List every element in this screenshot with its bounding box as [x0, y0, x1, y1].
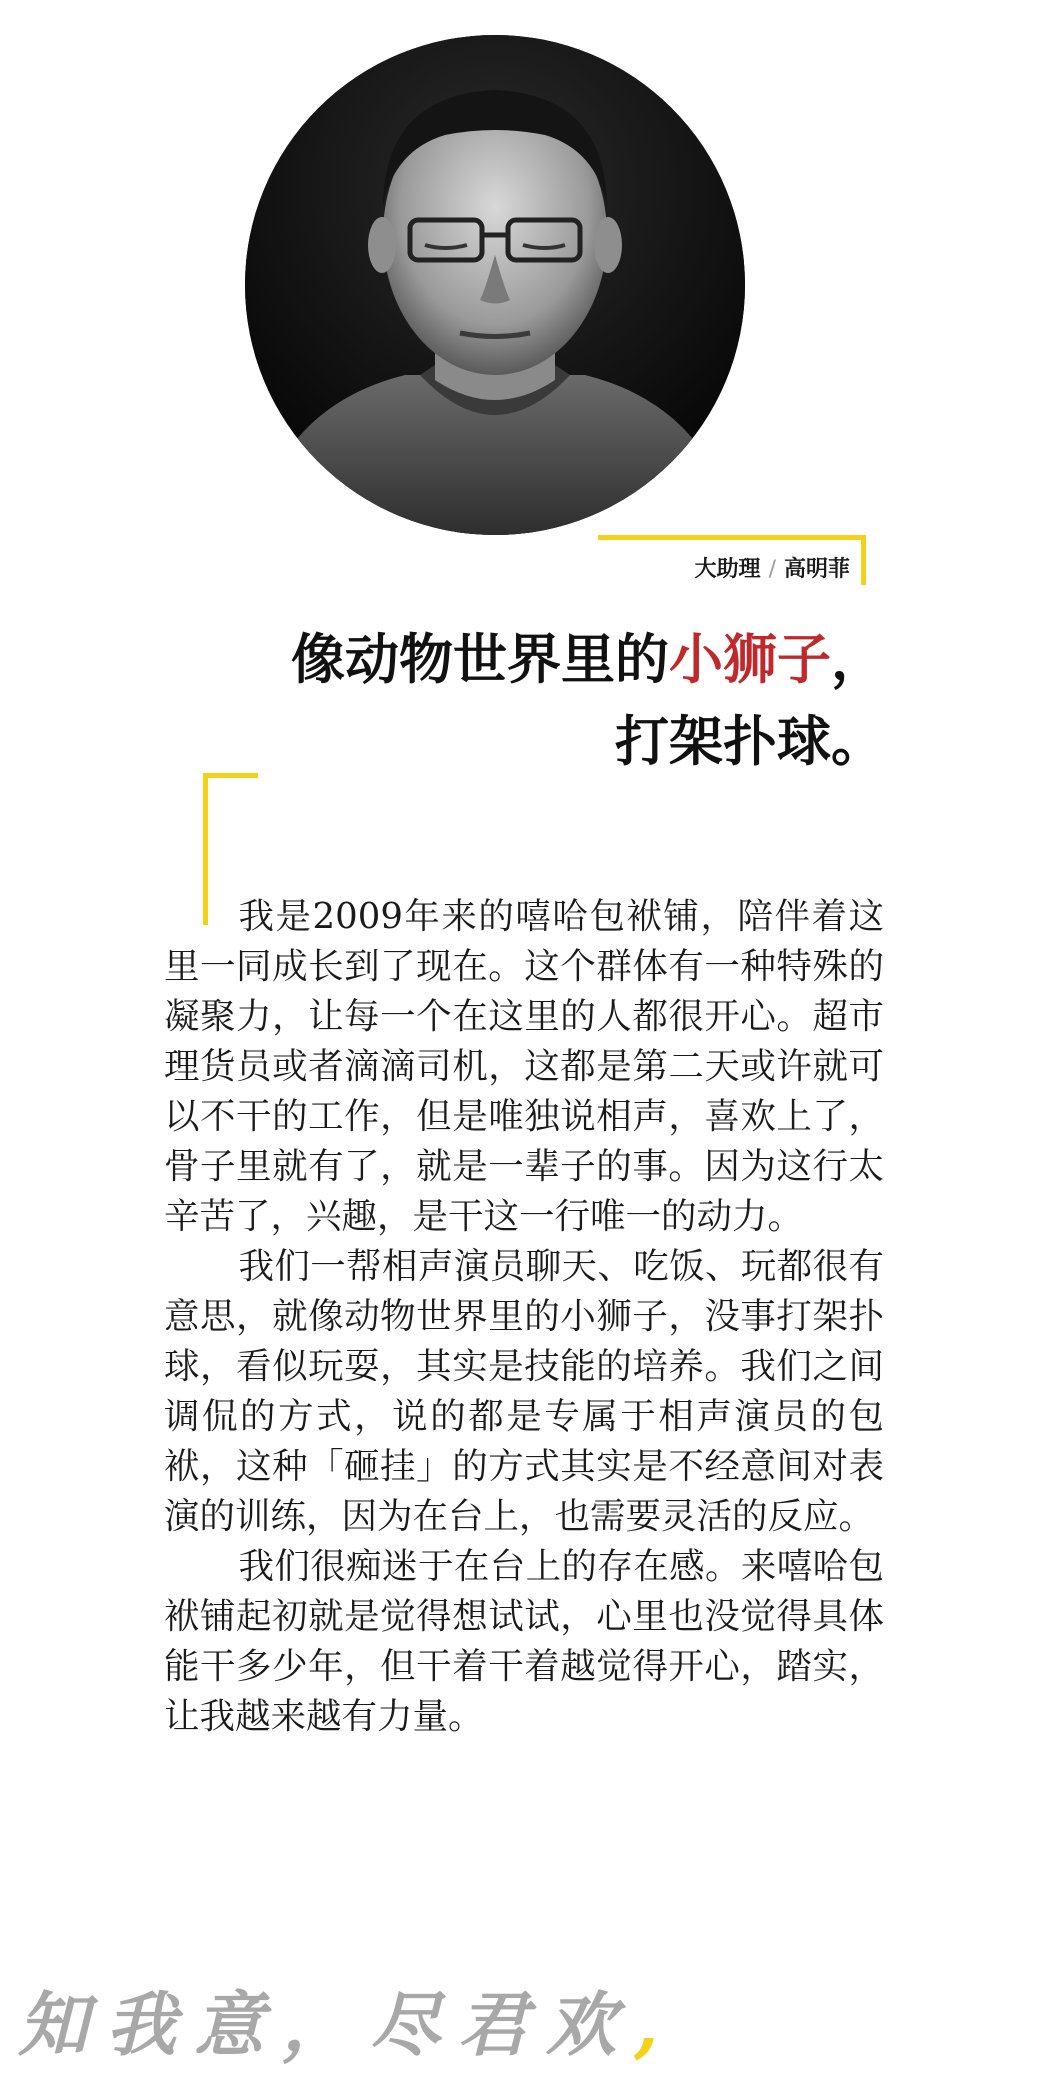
person-name: 高明菲 [783, 557, 850, 582]
slogan-text: 知我意，尽君欢 [18, 1983, 634, 2066]
article-paragraph-1: 我是2009年来的嘻哈包袱铺，陪伴着这里一同成长到了现在。这个群体有一种特殊的凝聚力，让每一个在这里的人都很开心。超市理货员或者滴滴司机，这都是第二天或许就可以不干的工作，但是唯独说相声，喜欢上了，骨子里就有了，就是一辈子的事。因为这行太辛苦了，兴趣，是干这一行唯一的动力。 [164, 896, 884, 1237]
headline-prefix: 像动物世界里的 [291, 627, 669, 691]
article-paragraph-2: 我们一帮相声演员聊天、吃饭、玩都很有意思，就像动物世界里的小狮子，没事打架扑球，看似玩耍，其实是技能的培养。我们之间调侃的方式，说的都是专属于相声演员的包袱，这种「砸挂」的方式其实是不经意间对表演的训练，因为在台上，也需要灵活的反应。 [164, 1246, 884, 1537]
name-tag [600, 552, 850, 583]
article-paragraph-3: 我们很痴迷于在台上的存在感。来嘻哈包袱铺起初就是觉得想试试，心里也没觉得具体能干多少年，但干着干着越觉得开心，踏实，让我越来越有力量。 [164, 1546, 884, 1737]
headline-accent: 小狮子 [669, 627, 831, 691]
portrait-photo [245, 35, 745, 535]
article-body [164, 892, 884, 1742]
slogan-comma: , [634, 1983, 677, 2066]
role-label: 大助理 [694, 557, 761, 582]
headline-line-1 [150, 618, 885, 700]
headline-line-2: 打架扑球。 [615, 709, 885, 773]
headline-suffix: ， [831, 627, 885, 691]
footer-slogan [18, 1980, 676, 2070]
headline [150, 618, 885, 782]
name-separator: / [768, 557, 776, 582]
